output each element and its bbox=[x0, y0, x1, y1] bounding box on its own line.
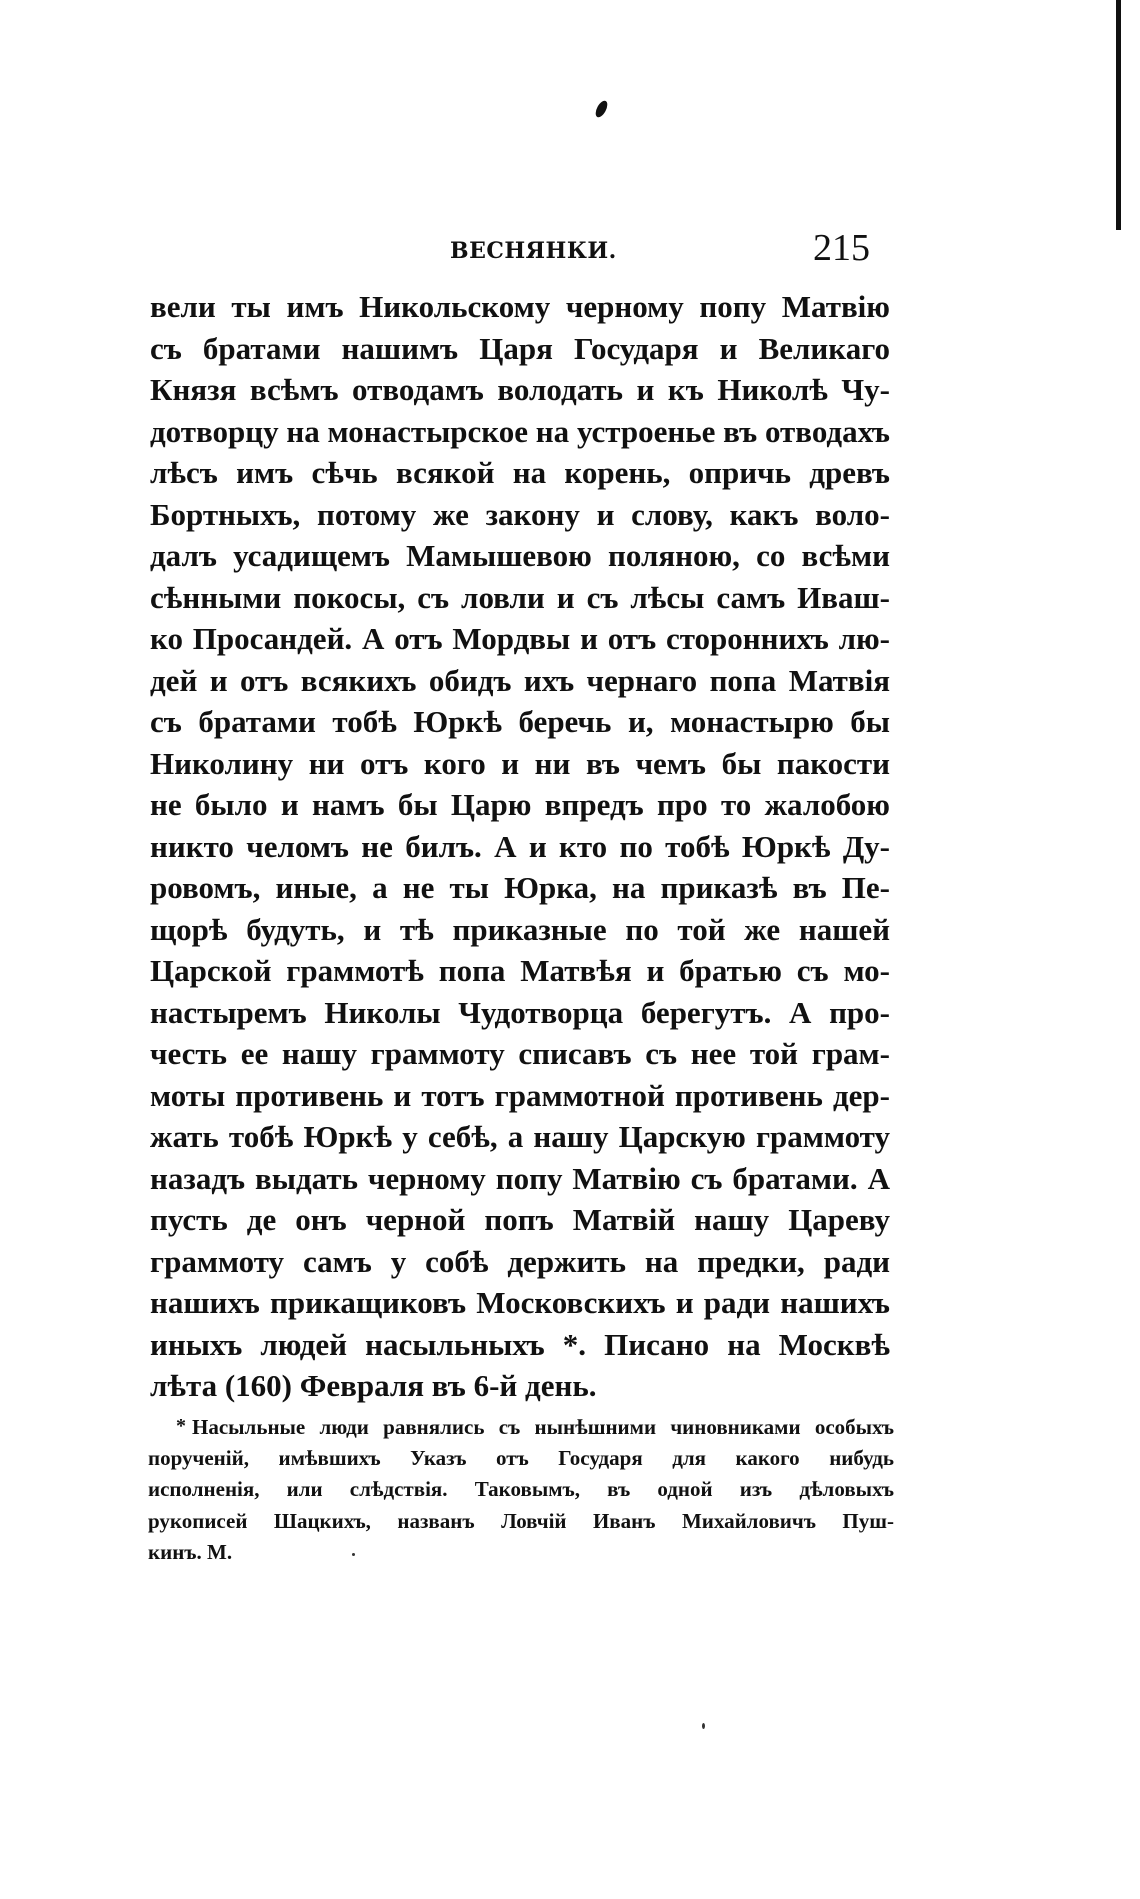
text-line: не было и намъ бы Царю впредъ про то жалобою bbox=[150, 787, 890, 822]
text-line: лѣсъ имъ сѣчь всякой на корень, опричь древъ bbox=[150, 455, 890, 490]
text-line: пусть де онъ черной попъ Матвій нашу Цареву bbox=[150, 1202, 890, 1237]
page-header bbox=[150, 227, 890, 272]
text-line: Царской граммотѣ попа Матвѣя и братью съ мо- bbox=[150, 953, 890, 988]
text-line: щорѣ будуть, и тѣ приказные по той же нашей bbox=[150, 911, 890, 947]
text-line: назадъ выдать черному попу Матвію съ братами. А bbox=[150, 1160, 890, 1196]
text-line: съ братами тобѣ Юркѣ беречь и, монастырю бы bbox=[150, 704, 890, 739]
text-line: вели ты имъ Никольскому черному попу Матвію bbox=[150, 289, 890, 324]
text-line: съ братами нашимъ Царя Государя и Великаго bbox=[150, 330, 890, 366]
text-line: нашихъ прикащиковъ Московскихъ и ради нашихъ bbox=[150, 1285, 890, 1320]
running-head: ВЕСНЯНКИ. bbox=[450, 238, 617, 264]
text-line: моты противень и тотъ граммотной противень дер- bbox=[150, 1077, 890, 1113]
text-line: иныхъ людей насыльныхъ *. Писано на Москвѣ bbox=[150, 1326, 890, 1362]
footnote-line: исполненія, или слѣдствія. Таковымъ, въ одной изъ дѣловыхъ bbox=[148, 1477, 894, 1501]
text-line: Николину ни отъ кого и ни въ чемъ бы пакости bbox=[150, 745, 890, 781]
text-line: жать тобѣ Юркѣ у себѣ, а нашу Царскую граммоту bbox=[150, 1119, 890, 1154]
text-line: честь ее нашу граммоту списавъ съ нее той грам- bbox=[150, 1036, 890, 1071]
text-line: дей и отъ всякихъ обидъ ихъ чернаго попа Матвія bbox=[150, 662, 890, 698]
footnote-line: рукописей Шацкихъ, названъ Ловчій Иванъ Михайловичъ Пуш- bbox=[148, 1508, 894, 1533]
footnote-line: кинъ. М. bbox=[148, 1540, 233, 1564]
footnote-marker: * bbox=[176, 1415, 186, 1437]
text-line: ко Просандей. А отъ Мордвы и отъ стороннихъ лю- bbox=[150, 621, 890, 656]
text-line: ровомъ, иные, а не ты Юрка, на приказѣ въ Пе- bbox=[150, 870, 890, 905]
text-line: Князя всѣмъ отводамъ володать и къ Николѣ Чу- bbox=[150, 372, 890, 407]
footnote-line bbox=[148, 1411, 894, 1443]
ink-speck bbox=[593, 99, 609, 119]
footnote-line-text: Насыльные люди равнялись съ нынѣшними чиновниками особыхъ bbox=[192, 1415, 894, 1439]
text-line: сѣнными покосы, съ ловли и съ лѣсы самъ Иваш- bbox=[150, 579, 890, 615]
text-line: никто челомъ не билъ. А и кто по тобѣ Юркѣ Ду- bbox=[150, 828, 890, 864]
ink-speck bbox=[702, 1723, 705, 1729]
footnote bbox=[148, 1411, 894, 1569]
text-line: лѣта (160) Февраля въ 6-й день. bbox=[150, 1368, 597, 1403]
footnote-line: порученій, имѣвшихъ Указъ отъ Государя для какого нибудь bbox=[148, 1445, 894, 1470]
text-line: дотворцу на монастырское на устроенье въ отводахъ bbox=[150, 413, 890, 449]
text-line: далъ усадищемъ Мамышевою поляною, со всѣми bbox=[150, 538, 890, 573]
body-text bbox=[150, 286, 890, 1407]
text-line: граммоту самъ у собѣ держить на предки, ради bbox=[150, 1243, 890, 1279]
page-edge-shadow bbox=[1116, 0, 1121, 230]
page-number: 215 bbox=[813, 227, 870, 269]
text-line: Бортныхъ, потому же закону и слову, какъ воло- bbox=[150, 496, 890, 532]
text-line: настыремъ Николы Чудотворца берегутъ. А про- bbox=[150, 994, 890, 1030]
